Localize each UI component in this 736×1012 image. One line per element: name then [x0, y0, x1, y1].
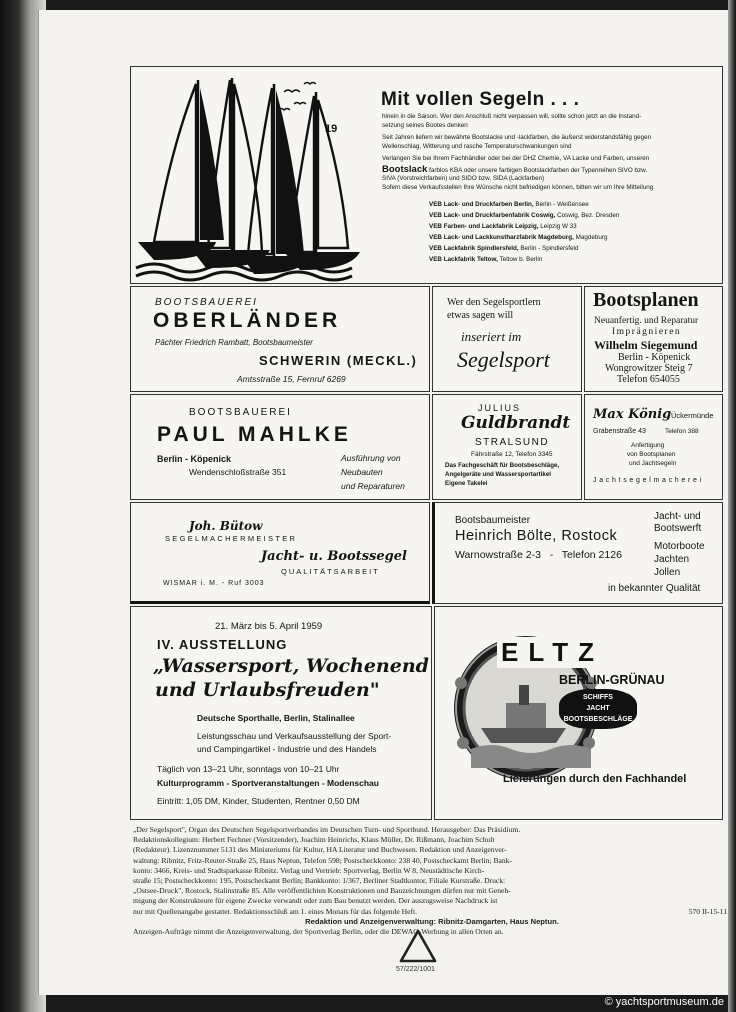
exhibition-desc-2: und Campingartikel - Industrie und des Handels	[197, 744, 377, 754]
bootsplanen-line-3: Berlin - Köpenick	[618, 352, 691, 363]
oberlaender-address: Amtsstraße 15, Fernruf 6269	[237, 374, 346, 384]
koenig-line-1: Anfertigung	[631, 442, 665, 449]
boelte-service-1: Jacht- und	[654, 511, 701, 522]
eltz-badge-line-3: BOOTSBESCHLÄGE	[563, 716, 633, 723]
buetow-quality: QUALITÄTSARBEIT	[281, 567, 380, 576]
segeln-line-5: Verlangen Sie bei Ihrem Fachhändler oder bei der DHZ Chemie, VA Lacke und Farben, unseren	[382, 155, 650, 162]
segelsport-ad	[432, 286, 582, 392]
exhibition-venue: Deutsche Sporthalle, Berlin, Stalinallee	[197, 713, 355, 723]
sailboats-illustration	[134, 70, 366, 282]
eltz-tagline: Lieferungen durch den Fachhandel	[503, 773, 687, 785]
imprint-line	[133, 907, 731, 917]
guldbrandt-city: STRALSUND	[475, 437, 550, 448]
page-code: 57/222/1001	[396, 966, 435, 973]
koenig-tel: Telefon 388	[665, 428, 699, 435]
buetow-ad	[130, 502, 430, 604]
oberlaender-kicker: BOOTSBAUEREI	[155, 297, 258, 308]
koenig-town: Ückermünde	[671, 411, 714, 420]
buetow-product: Jacht- u. Bootssegel	[261, 549, 407, 564]
company-item: VEB Lackfabrik Spindlersfeld, Berlin - Spindlersfeld	[429, 245, 579, 252]
bootsplanen-line-1: Neuanfertig. und Reparatur	[594, 316, 699, 326]
koenig-ad	[584, 394, 723, 500]
guldbrandt-line-2: Angelgeräte und Wassersportartikel	[445, 471, 552, 478]
exhibition-program: Kulturprogramm - Sportveranstaltungen - Modenschau	[157, 778, 379, 788]
imprint-line: migung der Konstrukteure für eigene Zwecke verwandt oder zum Bau benutzt werden. Der auszugsweise Nachdruck ist	[133, 896, 498, 906]
boelte-service-6: in bekannter Qualität	[608, 583, 701, 594]
exhibition-desc-1: Leistungsschau und Verkaufsausstellung der Sport-	[197, 731, 392, 741]
eltz-city: BERLIN-GRÜNAU	[559, 673, 665, 687]
guldbrandt-name: Guldbrandt	[461, 413, 571, 433]
company-item: VEB Farben- und Lackfabrik Leipzig, Leipzig W 33	[429, 223, 577, 230]
boelte-kicker: Bootsbaumeister	[455, 515, 531, 526]
bootslack-rest: farblos KBA oder unsere farbigen Bootslackfarben der Typenreihen SIVO bzw.	[429, 167, 648, 174]
imprint-line: „Ostsee-Druck", Rostock, Stalinstraße 85. Alle veröffentlichten Konstruktionen und Bauzeichnungen dürfen nur mit Geneh-	[133, 886, 511, 896]
company-item: VEB Lack- und Lackkunstharzfabrik Magdeburg, Magdeburg	[429, 234, 608, 241]
mahlke-name: PAUL MAHLKE	[157, 423, 352, 446]
eltz-logo: ELTZ	[497, 637, 608, 668]
imprint-line-text: nur mit Quellenangabe gestattet. Redaktionsschluß am 1. eines Monats für das folgende Heft.	[133, 906, 418, 916]
segelsport-line-3: inseriert im	[461, 329, 522, 344]
boelte-name: Heinrich Bölte, Rostock	[455, 528, 618, 544]
bootsplanen-title: Bootsplanen	[593, 289, 699, 311]
exhibition-dates: 21. März bis 5. April 1959	[215, 621, 323, 632]
mahlke-city: Berlin - Köpenick	[157, 454, 232, 464]
boelte-service-3: Motorboote	[654, 541, 705, 552]
boelte-ad	[432, 502, 723, 604]
imprint-last-line: Anzeigen-Aufträge nimmt die Anzeigenverwaltung, der Sportverlag Berlin, oder die DEWAG-Werbung in allen Orten an.	[133, 927, 504, 937]
segelsport-line-1: Wer den Segelsportlern	[447, 297, 541, 308]
exhibition-slogan-2: und Urlaubsfreuden"	[155, 679, 380, 701]
mahlke-service-2: Neubauten	[341, 467, 383, 477]
guldbrandt-line-3: Eigene Takelei	[445, 480, 488, 487]
buetow-trade: SEGELMACHERMEISTER	[165, 534, 298, 543]
boelte-service-2: Bootswerft	[654, 523, 702, 534]
segeln-line-4: Wellenschlag, Witterung und rasche Temperaturschwankungen sind	[382, 143, 572, 150]
exhibition-title: IV. AUSSTELLUNG	[157, 637, 288, 652]
koenig-name: Max König	[593, 407, 672, 422]
oberlaender-owner: Pächter Friedrich Rambatt, Bootsbaumeister	[155, 338, 313, 347]
oberlaender-name: OBERLÄNDER	[153, 309, 342, 332]
exhibition-ad	[130, 606, 432, 820]
segeln-line-3: Seit Jahren liefern wir bewährte Bootslacke und -lackfarben, die äußerst widerstandsfähig gegen	[382, 134, 652, 141]
koenig-line-3: und Jachtsegeln	[629, 460, 677, 467]
imprint-line: konto: 3466, Kreis- und Stadtsparkasse Ribnitz. Verlag und Vertrieb: Sportverlag, Berlin W 8, Neustädtische Kirch-	[133, 865, 485, 875]
exhibition-hours: Täglich von 13–21 Uhr, sonntags von 10–21 Uhr	[157, 764, 340, 774]
imprint-line: straße 15; Postscheckkonto: 195, Postscheckamt Berlin; Bankkonto: 1/367, Berliner Stadtkontor, Filiale Kurstraße. Druck:	[133, 876, 506, 886]
bootsplanen-line-5: Telefon 654055	[617, 374, 680, 385]
boelte-address: Warnowstraße 2-3 - Telefon 2126	[455, 549, 622, 561]
bootsplanen-line-2: Imprägnieren	[612, 327, 682, 337]
triangle-logo-icon	[398, 928, 438, 964]
imprint-code: 570 II-15-11	[688, 906, 727, 916]
eltz-badge	[559, 689, 637, 729]
guldbrandt-ad	[432, 394, 582, 500]
imprint-bold-line: Redaktion und Anzeigenverwaltung: Ribnitz-Damgarten, Haus Neptun.	[305, 916, 559, 926]
segeln-line-6: SIVA (Vorstreichfarben) und SIDO bzw. SIDA (Lackfarben)	[382, 175, 545, 182]
exhibition-slogan-1: „Wassersport, Wochenend	[153, 655, 429, 677]
mahlke-service-1: Ausführung von	[341, 453, 401, 463]
mahlke-ad	[130, 394, 430, 500]
bootsplanen-ad	[584, 286, 723, 392]
bootsplanen-line-4: Wongrowitzer Steig 7	[605, 363, 693, 374]
guldbrandt-line-1: Das Fachgeschäft für Bootsbeschläge,	[445, 462, 560, 469]
mahlke-kicker: BOOTSBAUEREI	[189, 407, 292, 418]
segeln-headline: Mit vollen Segeln . . .	[381, 89, 580, 110]
bootslack-word: Bootslack	[382, 164, 428, 175]
boelte-service-4: Jachten	[654, 554, 690, 565]
koenig-trade: Jachtsegelmacherei	[593, 477, 704, 484]
company-item: VEB Lack- und Druckfarbenfabrik Coswig, Coswig, Bez. Dresden	[429, 212, 620, 219]
imprint-line: waltung: Ribnitz, Fritz-Reuter-Straße 25, Haus Neptun, Telefon 598; Postscheckkonto: 238 40, Postscheckamt Berlin; Bank-	[133, 855, 513, 865]
segeln-line-7: Sofern diese Verkaufsstellen Ihre Wünsche nicht befriedigen können, bitten wir um Ihre Mitteilung	[382, 184, 654, 191]
guldbrandt-first: JULIUS	[478, 403, 522, 413]
koenig-street: Grabenstraße 43	[593, 428, 646, 435]
eltz-ad	[434, 606, 723, 820]
segeln-line-2: setzung seines Bootes denken	[382, 122, 468, 129]
buetow-place: WISMAR i. M. - Ruf 3003	[163, 580, 265, 587]
company-item: VEB Lack- und Druckfarben Berlin, Berlin - Weißensee	[429, 201, 589, 208]
imprint-line: „Der Segelsport", Organ des Deutschen Segelsportverbandes im Deutschen Turn- und Sportbund. Herausgeber: Das Präsidium.	[133, 825, 521, 834]
koenig-line-2: von Bootsplanen	[627, 451, 676, 458]
sail-number: 19	[325, 123, 338, 135]
segelsport-line-2: etwas sagen will	[447, 310, 514, 321]
watermark: © yachtsportmuseum.de	[604, 996, 724, 1008]
eltz-badge-line-2: JACHT	[586, 705, 610, 712]
oberlaender-city: SCHWERIN (MECKL.)	[259, 353, 418, 368]
segeln-line-1: hinein in die Saison. Wer den Anschluß nicht verpassen will, sollte schon jetzt an die Instand-	[382, 113, 642, 120]
mahlke-street: Wendenschloßstraße 351	[189, 467, 287, 477]
buetow-name: Joh. Bütow	[189, 519, 263, 533]
eltz-badge-line-1: SCHIFFS	[583, 694, 613, 701]
imprint-line: (Redakteur). Lizenznummer 5131 des Ministeriums für Kultur, HA Literatur und Buchwesen. Redaktion und Anzeigenver-	[133, 845, 507, 855]
exhibition-entry: Eintritt: 1,05 DM, Kinder, Studenten, Rentner 0,50 DM	[157, 796, 360, 806]
mahlke-service-3: und Reparaturen	[341, 481, 405, 491]
boelte-service-5: Jollen	[654, 567, 681, 578]
oberlaender-ad	[130, 286, 430, 392]
imprint	[133, 825, 731, 937]
imprint-line: Redaktionskollegium: Herbert Fechner (Vorsitzender), Joachim Heinrichs, Klaus Müller, Dr. Rißmann, Joachim Schult	[133, 835, 495, 845]
company-item: VEB Lackfabrik Teltow, Teltow b. Berlin	[429, 256, 543, 263]
bootslack-row	[382, 165, 647, 175]
bootsplanen-name: Wilhelm Siegemund	[594, 338, 698, 352]
guldbrandt-address: Fährstraße 12, Telefon 3345	[471, 451, 553, 458]
segelsport-line-4: Segelsport	[457, 347, 550, 372]
segeln-ad	[130, 66, 723, 284]
